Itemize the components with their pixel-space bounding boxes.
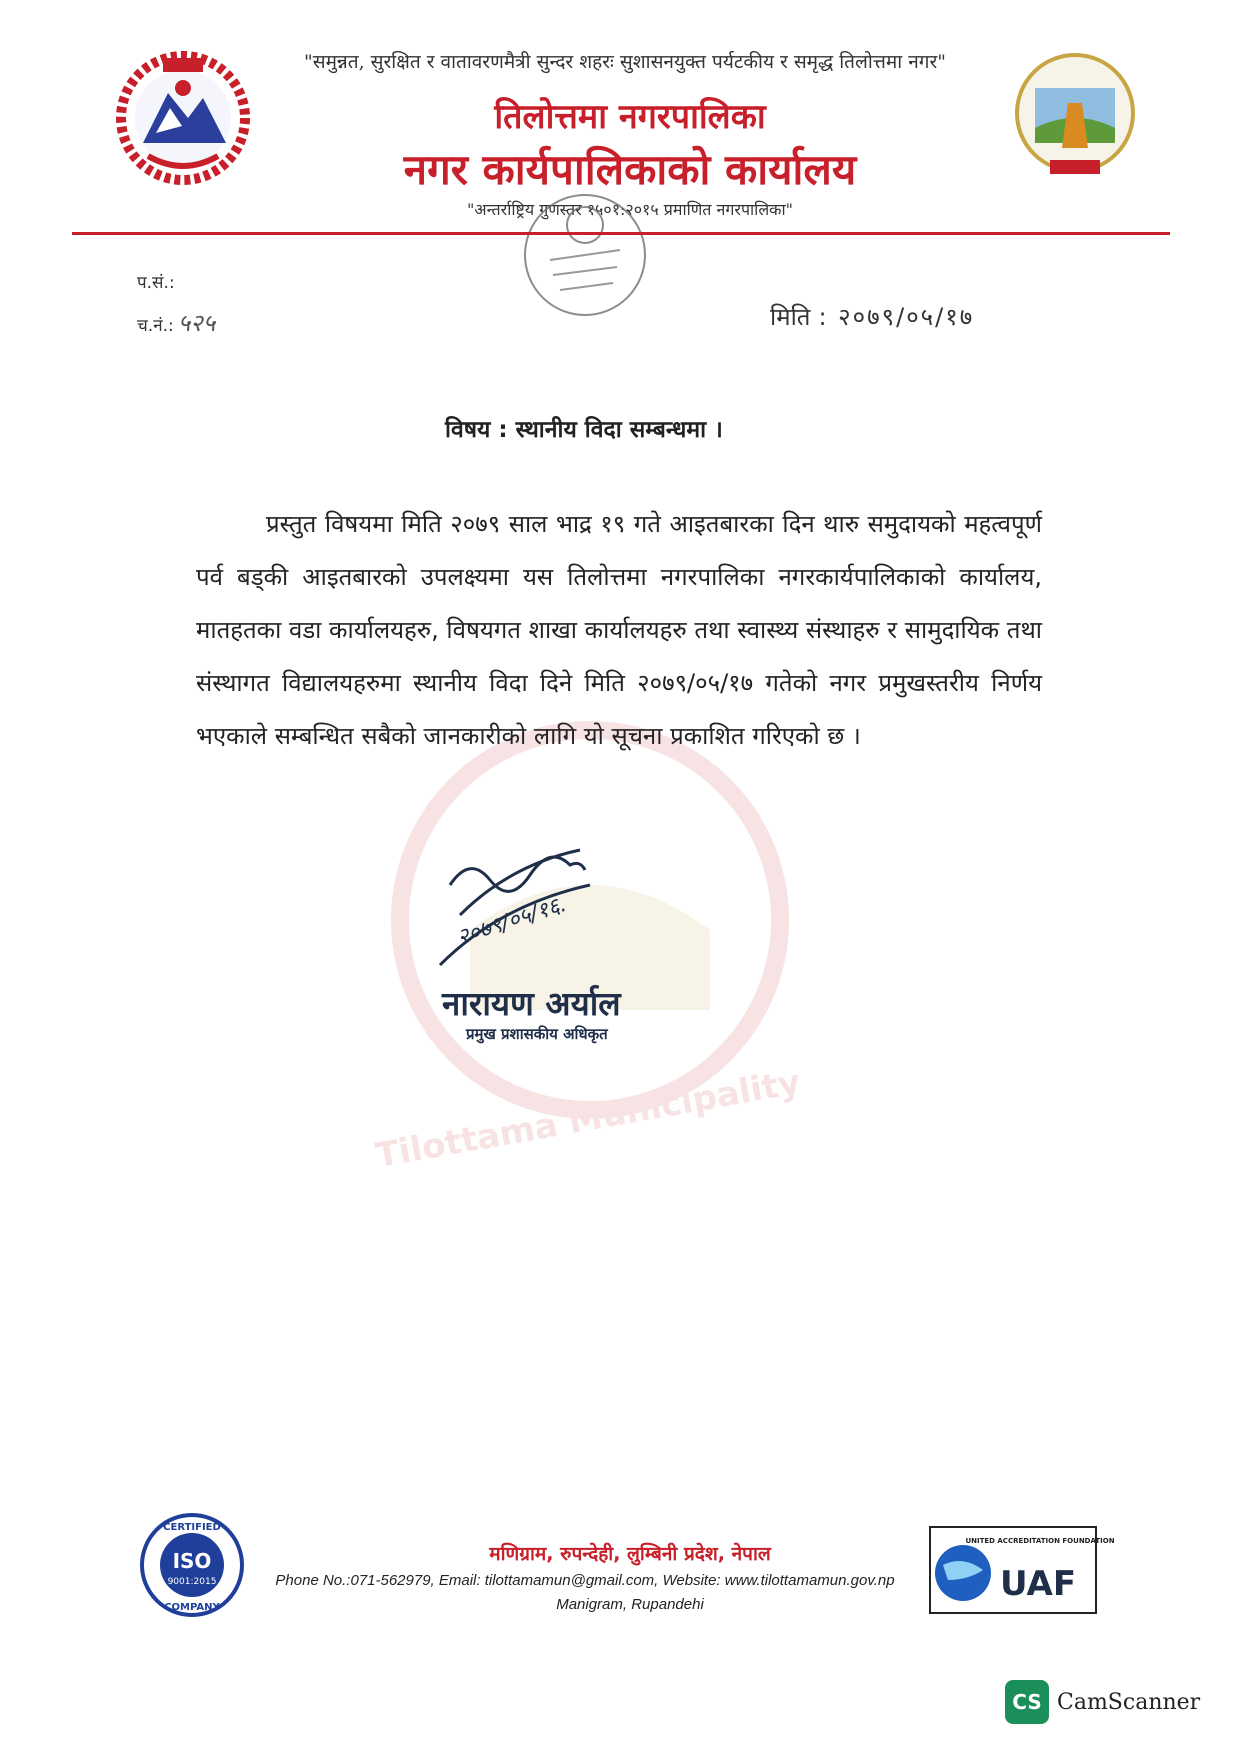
watermark-text: Tilottama Municipality: [372, 1062, 804, 1177]
iso-statement: "अन्तर्राष्ट्रिय गुणस्तर १५०१:२०१५ प्रमाणित नगरपालिका": [467, 200, 793, 219]
iso-certified-badge-icon: [137, 1510, 247, 1624]
signature-date: २०७९/०५/१६.: [454, 891, 570, 951]
signer-name: नारायण अर्याल: [442, 984, 621, 1023]
footer-address: मणिग्राम, रुपन्देही, लुम्बिनी प्रदेश, नेपाल: [489, 1543, 771, 1565]
ref-ps-label: प.सं.:: [137, 273, 175, 293]
uaf-badge-icon: [928, 1525, 1115, 1619]
date-label: मिति: [770, 303, 811, 331]
iso-badge-top: CERTIFIED: [163, 1522, 221, 1533]
uaf-badge-top: UNITED ACCREDITATION FOUNDATION: [965, 1537, 1115, 1545]
iso-badge-center: ISO: [172, 1549, 212, 1573]
municipality-logo-icon: [1010, 48, 1140, 192]
motto: "समुन्नत, सुरक्षित र वातावरणमैत्री सुन्दर शहरः सुशासनयुक्त पर्यटकीय र समृद्ध तिलोत्तमा नगर": [303, 51, 947, 73]
camscanner-icon: CS: [1005, 1680, 1049, 1724]
camscanner-label: CamScanner: [1057, 1689, 1201, 1715]
office-stamp-icon: [515, 185, 655, 329]
iso-badge-number: 9001:2015: [167, 1577, 217, 1587]
date-line: [770, 300, 974, 333]
office-name: नगर कार्यपालिकाको कार्यालय: [403, 145, 857, 194]
header-divider: [72, 232, 1170, 235]
signer-title: प्रमुख प्रशासकीय अधिकृत: [466, 1025, 608, 1043]
ref-cn: [137, 306, 215, 339]
subject-line: विषय : स्थानीय विदा सम्बन्धमा ।: [445, 417, 723, 443]
nepal-emblem-icon: [108, 48, 258, 192]
uaf-badge-center: UAF: [999, 1564, 1077, 1604]
camscanner-watermark: [1005, 1680, 1200, 1724]
municipality-name: तिलोत्तमा नगरपालिका: [494, 97, 766, 137]
handwritten-signature-icon: [430, 845, 630, 979]
ref-cn-value: ५२५: [177, 309, 216, 337]
footer-location: Manigram, Rupandehi: [556, 1596, 704, 1613]
iso-badge-bottom: COMPANY: [164, 1602, 220, 1613]
footer-contact: Phone No.:071-562979, Email: tilottamamun@gmail.com, Website: www.tilottamamun.gov.np: [275, 1572, 895, 1589]
date-value: : २०७९/०५/१७: [818, 303, 975, 331]
ref-cn-label: च.नं.:: [137, 316, 174, 336]
notice-body: प्रस्तुत विषयमा मिति २०७९ साल भाद्र १९ गते आइतबारका दिन थारु समुदायको महत्वपूर्ण पर्व बड्की आइतबारको उपलक्ष्यमा यस तिलोत्तमा नगरपालिका नगरकार्यपालिकाको कार्यालय, मातहतका वडा कार्यालयहरु, विषयगत शाखा कार्यालयहरु तथा स्वास्थ्य संस्थाहरु र सामुदायिक तथा संस्थागत विद्यालयहरुमा स्थानीय विदा दिने मिति २०७९/०५/१७ गतेको नगर प्रमुखस्तरीय निर्णय भएकाले सम्बन्धित सबैको जानकारीको लागि यो सूचना प्रकाशित गरिएको छ ।: [196, 510, 1042, 750]
